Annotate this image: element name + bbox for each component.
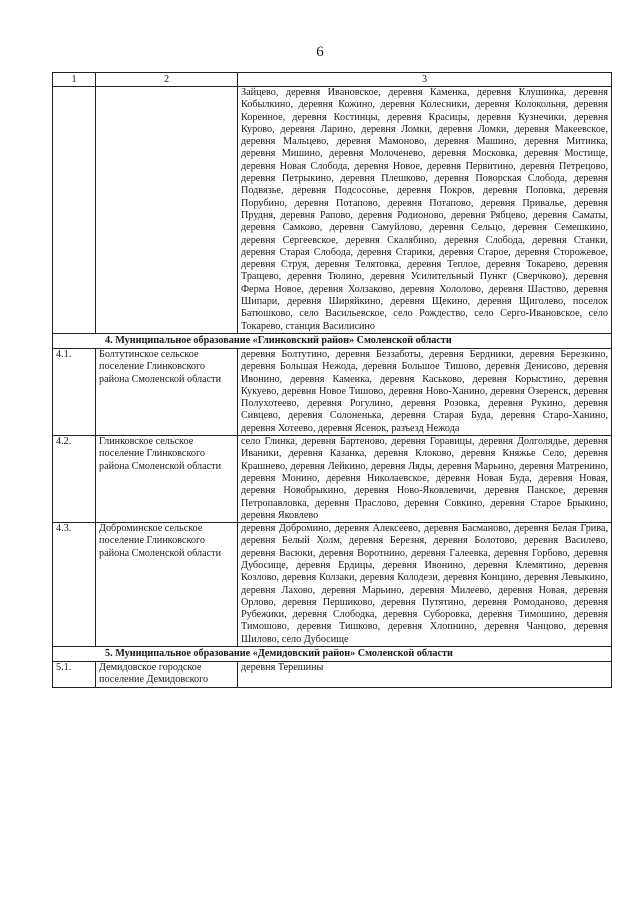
table-row	[53, 348, 612, 435]
section-title: 4. Муниципальное образование «Глинковский район» Смоленской области	[53, 333, 612, 348]
section-heading-row	[53, 647, 612, 662]
villages-cell: деревня Болтутино, деревня Беззаботы, деревня Бердники, деревня Березкино, деревня Большая Нежода, деревня Большое Тишово, деревня Денисово, деревня Ивонино, деревня Каменка, деревня Каськово, деревня Корыстино, деревня Кукуево, деревня Новое Тишово, деревня Ново-Ханино, деревня Озеренск, деревня Полухотеево, деревня Рогулино, деревня Розовка, деревня Рукино, деревня Сивцево, деревня Солоненька, деревня Старая Буда, деревня Старо-Ханино, деревня Хотеево, деревня Ясенок, разъезд Нежода	[238, 348, 612, 435]
settlement-name: Болтутинское сельское поселение Глинковского района Смоленской области	[96, 348, 238, 435]
table-row	[53, 436, 612, 523]
table-header-row	[53, 73, 612, 87]
header-col-1: 1	[53, 73, 96, 87]
settlements-table	[52, 72, 612, 688]
page-number: 6	[316, 44, 324, 60]
table-row	[53, 523, 612, 647]
section-title: 5. Муниципальное образование «Демидовский район» Смоленской области	[53, 647, 612, 662]
settlement-name: Доброминское сельское поселение Глинковского района Смоленской области	[96, 523, 238, 647]
section-heading-row	[53, 333, 612, 348]
row-number: 5.1.	[53, 662, 96, 688]
villages-cell: деревня Добромино, деревня Алексеево, деревня Басманово, деревня Белая Грива, деревня Белый Холм, деревня Березня, деревня Болотово, деревня Василево, деревня Васюки, деревня Воротнино, деревня Галеевка, деревня Горбово, деревня Дубосище, деревня Ердицы, деревня Ивонино, деревня Клемятино, деревня Козлово, деревня Колзаки, деревня Колодези, деревня Концино, деревня Левыкино, деревня Лахово, деревня Марьино, деревня Милеево, деревня Новая, деревня Орлово, деревня Першиково, деревня Путятино, деревня Ромоданово, деревня Рубежики, деревня Слободка, деревня Суборовка, деревня Тимошино, деревня Тимошово, деревня Тишково, деревня Хлопнино, деревня Чанцово, деревня Шилово, село Дубосище	[238, 523, 612, 647]
table-row	[53, 87, 612, 334]
header-col-2: 2	[96, 73, 238, 87]
row-number: 4.2.	[53, 436, 96, 523]
settlement-name: Демидовское городское поселение Демидовского	[96, 662, 238, 688]
row-number: 4.1.	[53, 348, 96, 435]
villages-cell: Зайцево, деревня Ивановское, деревня Каменка, деревня Клушинка, деревня Кобылкино, деревня Кожино, деревня Колесники, деревня Колокольня, деревня Коренное, деревня Костинцы, деревня Красицы, деревня Кузнечики, деревня Курово, деревня Ларино, деревня Ломки, деревня Ломки, деревня Макеевское, деревня Мальцево, деревня Мамоново, деревня Машино, деревня Митинка, деревня Мишино, деревня Молоченево, деревня Московка, деревня Мостище, деревня Новая Слобода, деревня Новое, деревня Первитино, деревня Петрецово, деревня Петрыкино, деревня Плешково, деревня Поворская Слобода, деревня Подвязье, деревня Подсосонье, деревня Покров, деревня Поповка, деревня Порубино, деревня Потапово, деревня Потапово, деревня Привалье, деревня Прудня, деревня Рапово, деревня Родионово, деревня Рябцево, деревня Саматы, деревня Самково, деревня Самуйлово, деревня Сельцо, деревня Семешкино, деревня Сергеевское, деревня Скалябино, деревня Слобода, деревня Станки, деревня Старая Слобода, деревня Старики, деревня Старое, деревня Сторожевое, деревня Струя, деревня Телятовка, деревня Теплое, деревня Токарево, деревня Тращево, деревня Тюлино, деревня Усилительный Пункт (Сверчково), деревня Ферма Новое, деревня Холзаково, деревня Хололово, деревня Шастово, деревня Шипари, деревня Ширяйкино, деревня Щекино, деревня Щиголево, поселок Батюшково, село Васильевское, село Рождество, село Серго-Ивановское, село Токарево, станция Василисино	[238, 87, 612, 334]
settlement-name: Глинковское сельское поселение Глинковского района Смоленской области	[96, 436, 238, 523]
header-col-3: 3	[238, 73, 612, 87]
row-number: 4.3.	[53, 523, 96, 647]
table-row	[53, 662, 612, 688]
villages-cell: деревня Терешины	[238, 662, 612, 688]
villages-cell: село Глинка, деревня Бартеново, деревня Горавицы, деревня Долголядье, деревня Иваники, деревня Казанка, деревня Клоково, деревня Княжье Село, деревня Крашнево, деревня Лейкино, деревня Ляды, деревня Марьино, деревня Матренино, деревня Монино, деревня Николаевское, деревня Новая Буда, деревня Новая, деревня Новобрыкино, деревня Ново-Яковлевичи, деревня Панское, деревня Петропавловка, деревня Праслово, деревня Совкино, деревня Старое Брыкино, деревня Яковлево	[238, 436, 612, 523]
